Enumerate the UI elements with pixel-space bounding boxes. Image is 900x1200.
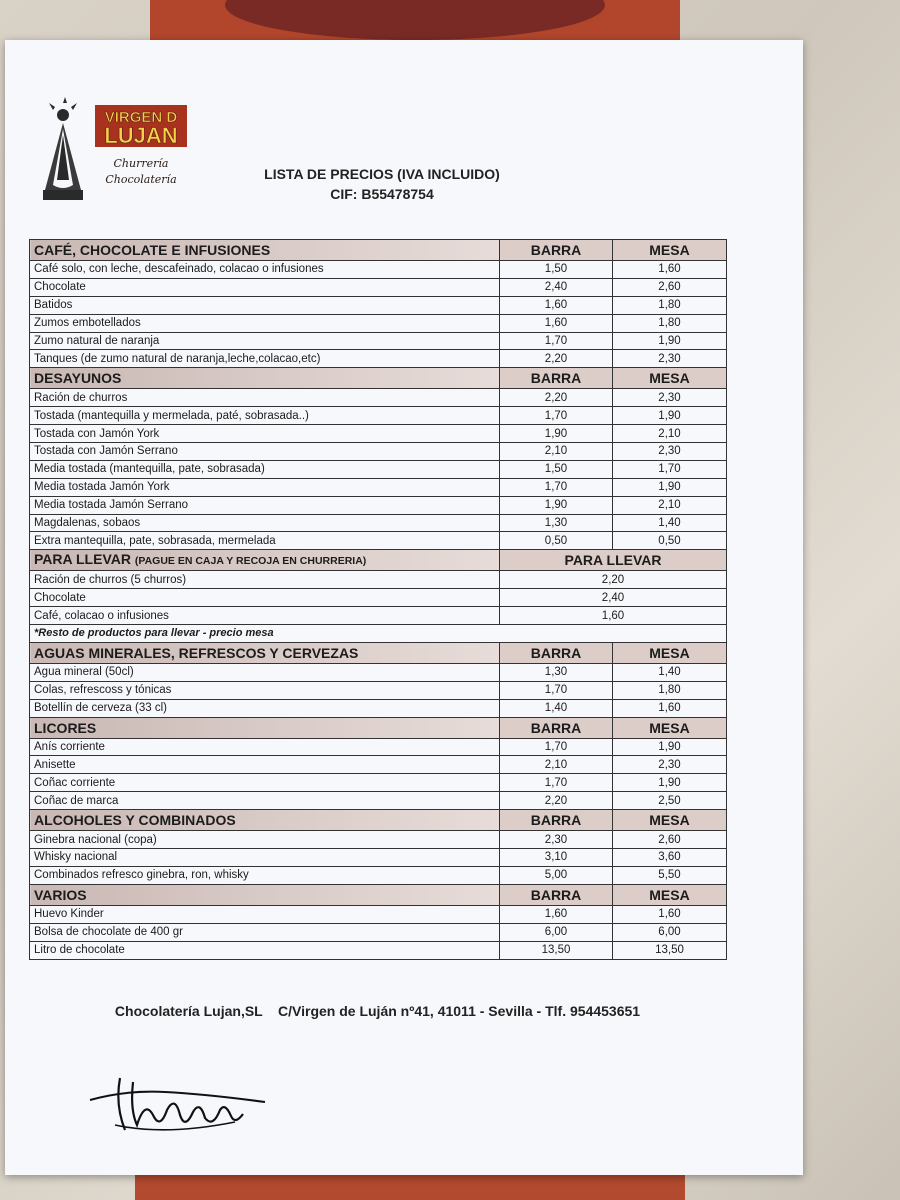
section-title-note: (PAGUE EN CAJA Y RECOJA EN CHURRERIA): [134, 555, 367, 568]
table-row: [30, 407, 727, 425]
section-title: [30, 550, 500, 571]
section-title-text: DESAYUNOS: [34, 370, 122, 387]
price-mesa: 1,80: [613, 296, 727, 314]
table-row: [30, 425, 727, 443]
section-header: [30, 550, 727, 571]
item-name: Coñac de marca: [30, 792, 500, 810]
price-mesa: 2,10: [613, 425, 727, 443]
page-title: LISTA DE PRECIOS (IVA INCLUIDO): [264, 166, 500, 182]
price-barra: 2,20: [500, 792, 613, 810]
price-barra: 6,00: [500, 923, 613, 941]
signature: [85, 1070, 275, 1140]
table-row: [30, 941, 727, 959]
price-mesa: 1,60: [613, 905, 727, 923]
section-title-text: LICORES: [34, 719, 97, 736]
section-header: [30, 884, 727, 905]
price-barra: 1,50: [500, 261, 613, 279]
price-barra: 1,60: [500, 296, 613, 314]
column-header: MESA: [613, 642, 727, 663]
section-header: [30, 717, 727, 738]
price-mesa: 1,80: [613, 681, 727, 699]
item-name: Combinados refresco ginebra, ron, whisky: [30, 866, 500, 884]
price-mesa: 6,00: [613, 923, 727, 941]
column-header: BARRA: [500, 884, 613, 905]
item-name: Media tostada Jamón York: [30, 478, 500, 496]
item-name: Ginebra nacional (copa): [30, 831, 500, 849]
price-mesa: 2,30: [613, 389, 727, 407]
table-row: [30, 774, 727, 792]
price-barra: 1,50: [500, 460, 613, 478]
price-takeaway: 2,40: [500, 589, 727, 607]
table-row: [30, 278, 727, 296]
price-table: [29, 239, 727, 960]
price-takeaway: 2,20: [500, 571, 727, 589]
table-row: [30, 350, 727, 368]
table-row: [30, 532, 727, 550]
price-mesa: 2,60: [613, 278, 727, 296]
table-row: [30, 460, 727, 478]
price-mesa: 1,90: [613, 407, 727, 425]
price-mesa: 1,70: [613, 460, 727, 478]
item-name: Tostada con Jamón York: [30, 425, 500, 443]
item-name: Huevo Kinder: [30, 905, 500, 923]
price-mesa: 2,30: [613, 756, 727, 774]
column-header: BARRA: [500, 717, 613, 738]
price-barra: 1,70: [500, 738, 613, 756]
price-takeaway: 1,60: [500, 607, 727, 625]
table-row: [30, 296, 727, 314]
column-header: MESA: [613, 884, 727, 905]
table-row: [30, 589, 727, 607]
table-row: [30, 905, 727, 923]
column-header: BARRA: [500, 368, 613, 389]
item-name: Tostada (mantequilla y mermelada, paté, sobrasada..): [30, 407, 500, 425]
section-title-text: CAFÉ, CHOCOLATE E INFUSIONES: [34, 242, 271, 258]
price-mesa: 1,40: [613, 663, 727, 681]
item-name: Ración de churros: [30, 389, 500, 407]
table-row: [30, 514, 727, 532]
table-row: [30, 261, 727, 279]
price-barra: 3,10: [500, 849, 613, 867]
svg-text:Churrería: Churrería: [113, 157, 169, 170]
price-barra: 0,50: [500, 532, 613, 550]
item-name: Café solo, con leche, descafeinado, colacao o infusiones: [30, 261, 500, 279]
price-mesa: 1,60: [613, 261, 727, 279]
table-row: [30, 849, 727, 867]
item-name: Ración de churros (5 churros): [30, 571, 500, 589]
item-name: Chocolate: [30, 589, 500, 607]
price-mesa: 2,30: [613, 443, 727, 461]
price-mesa: 0,50: [613, 532, 727, 550]
section-header: [30, 368, 727, 389]
price-mesa: 1,40: [613, 514, 727, 532]
item-name: Media tostada Jamón Serrano: [30, 496, 500, 514]
price-barra: 13,50: [500, 941, 613, 959]
table-row: [30, 389, 727, 407]
price-barra: 2,10: [500, 756, 613, 774]
price-mesa: 2,60: [613, 831, 727, 849]
price-barra: 1,70: [500, 774, 613, 792]
item-name: Zumos embotellados: [30, 314, 500, 332]
table-row: [30, 478, 727, 496]
section-title: [30, 810, 500, 831]
svg-text:LUJAN: LUJAN: [104, 123, 178, 148]
section-title: [30, 368, 500, 389]
item-name: Coñac corriente: [30, 774, 500, 792]
price-barra: 1,70: [500, 407, 613, 425]
price-barra: 2,10: [500, 443, 613, 461]
price-barra: 5,00: [500, 866, 613, 884]
table-row: [30, 332, 727, 350]
table-row: [30, 663, 727, 681]
price-mesa: 5,50: [613, 866, 727, 884]
item-name: Magdalenas, sobaos: [30, 514, 500, 532]
cif-number: CIF: B55478754: [330, 186, 434, 202]
column-header: PARA LLEVAR: [500, 550, 727, 571]
price-mesa: 1,90: [613, 774, 727, 792]
price-barra: 2,40: [500, 278, 613, 296]
footer-address: Chocolatería Lujan,SL C/Virgen de Luján nº41, 41011 - Sevilla - Tlf. 954453651: [114, 1003, 641, 1019]
item-name: Bolsa de chocolate de 400 gr: [30, 923, 500, 941]
price-mesa: 1,90: [613, 738, 727, 756]
price-mesa: 2,50: [613, 792, 727, 810]
price-barra: 1,90: [500, 496, 613, 514]
column-header: BARRA: [500, 240, 613, 261]
price-mesa: 1,80: [613, 314, 727, 332]
price-mesa: 1,90: [613, 332, 727, 350]
price-barra: 1,70: [500, 681, 613, 699]
price-barra: 2,20: [500, 350, 613, 368]
item-name: Anisette: [30, 756, 500, 774]
table-row: [30, 571, 727, 589]
price-barra: 1,30: [500, 663, 613, 681]
item-name: Tostada con Jamón Serrano: [30, 443, 500, 461]
table-row: [30, 681, 727, 699]
column-header: MESA: [613, 240, 727, 261]
section-title-text: ALCOHOLES Y COMBINADOS: [34, 812, 236, 829]
table-row-note: [30, 625, 727, 643]
price-barra: 1,90: [500, 425, 613, 443]
section-title-text: AGUAS MINERALES, REFRESCOS Y CERVEZAS: [34, 644, 359, 661]
price-barra: 1,40: [500, 699, 613, 717]
table-row: [30, 831, 727, 849]
section-note: *Resto de productos para llevar - precio mesa: [30, 625, 727, 643]
item-name: Extra mantequilla, pate, sobrasada, mermelada: [30, 532, 500, 550]
section-title-text: VARIOS: [34, 886, 87, 903]
price-mesa: 1,90: [613, 478, 727, 496]
column-header: MESA: [613, 717, 727, 738]
background-strip-bottom: [135, 1172, 685, 1200]
item-name: Café, colacao o infusiones: [30, 607, 500, 625]
table-row: [30, 496, 727, 514]
table-row: [30, 699, 727, 717]
price-barra: 1,70: [500, 332, 613, 350]
item-name: Litro de chocolate: [30, 941, 500, 959]
section-header: [30, 810, 727, 831]
column-header: MESA: [613, 368, 727, 389]
section-title: [30, 240, 500, 261]
table-row: [30, 314, 727, 332]
item-name: Chocolate: [30, 278, 500, 296]
table-row: [30, 756, 727, 774]
price-mesa: 2,10: [613, 496, 727, 514]
svg-text:Chocolatería: Chocolatería: [105, 173, 177, 186]
section-title: [30, 884, 500, 905]
item-name: Zumo natural de naranja: [30, 332, 500, 350]
table-row: [30, 866, 727, 884]
item-name: Batidos: [30, 296, 500, 314]
item-name: Agua mineral (50cl): [30, 663, 500, 681]
price-barra: 1,60: [500, 314, 613, 332]
price-mesa: 1,60: [613, 699, 727, 717]
section-title-text: PARA LLEVAR: [34, 551, 131, 568]
price-mesa: 2,30: [613, 350, 727, 368]
item-name: Tanques (de zumo natural de naranja,leche,colacao,etc): [30, 350, 500, 368]
item-name: Botellín de cerveza (33 cl): [30, 699, 500, 717]
price-barra: 2,20: [500, 389, 613, 407]
section-title: [30, 717, 500, 738]
price-mesa: 13,50: [613, 941, 727, 959]
section-title: [30, 642, 500, 663]
section-header: [30, 240, 727, 261]
price-barra: 2,30: [500, 831, 613, 849]
price-barra: 1,70: [500, 478, 613, 496]
column-header: BARRA: [500, 642, 613, 663]
item-name: Whisky nacional: [30, 849, 500, 867]
item-name: Media tostada (mantequilla, pate, sobrasada): [30, 460, 500, 478]
column-header: MESA: [613, 810, 727, 831]
section-header: [30, 642, 727, 663]
svg-text:VIRGEN D: VIRGEN D: [104, 109, 178, 126]
table-row: [30, 443, 727, 461]
item-name: Anís corriente: [30, 738, 500, 756]
table-row: [30, 607, 727, 625]
table-row: [30, 738, 727, 756]
table-row: [30, 923, 727, 941]
price-barra: 1,30: [500, 514, 613, 532]
price-mesa: 3,60: [613, 849, 727, 867]
item-name: Colas, refrescoss y tónicas: [30, 681, 500, 699]
column-header: BARRA: [500, 810, 613, 831]
price-barra: 1,60: [500, 905, 613, 923]
table-row: [30, 792, 727, 810]
